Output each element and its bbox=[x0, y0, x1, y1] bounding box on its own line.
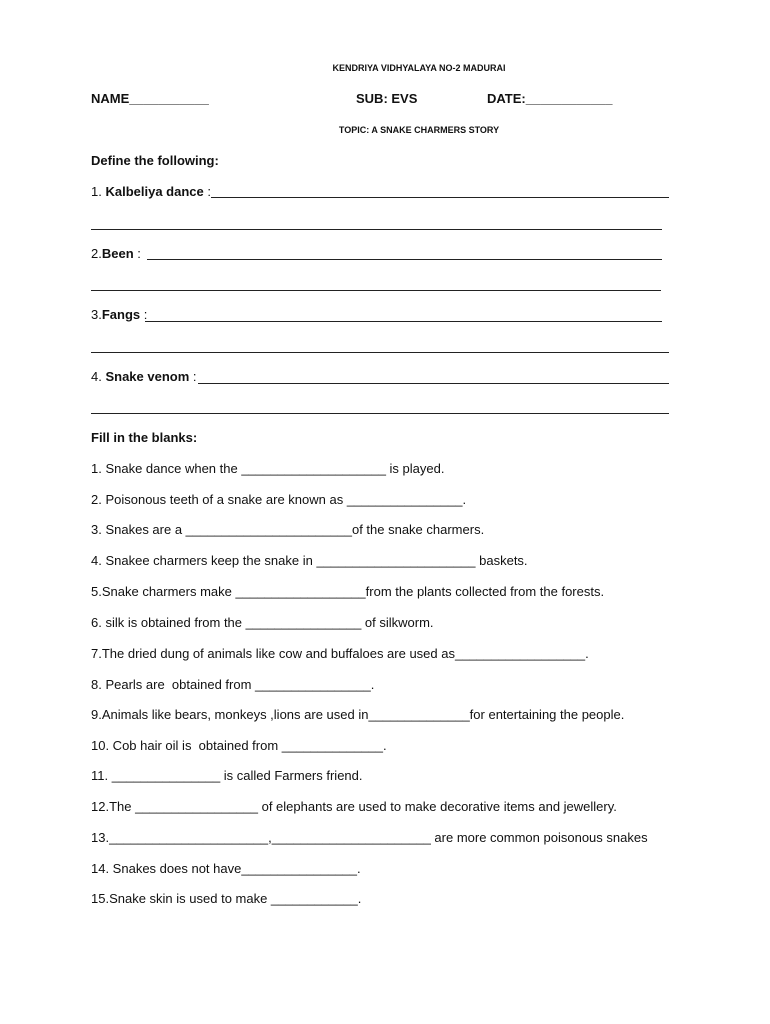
define-item bbox=[91, 307, 147, 323]
fill-item: 5.Snake charmers make __________________from the plants collected from the forests. bbox=[91, 584, 605, 599]
fill-item: 3. Snakes are a _______________________of the snake charmers. bbox=[91, 522, 485, 537]
fill-item: 2. Poisonous teeth of a snake are known as ________________. bbox=[91, 492, 467, 507]
fill-item: 10. Cob hair oil is obtained from ______________. bbox=[91, 738, 387, 753]
define-term: Fangs bbox=[101, 307, 141, 322]
topic-title: TOPIC: A SNAKE CHARMERS STORY bbox=[338, 125, 500, 135]
fill-item: 9.Animals like bears, monkeys ,lions are used in______________for entertaining the people. bbox=[91, 707, 625, 722]
define-item bbox=[91, 246, 141, 262]
name-field-label: NAME___________ bbox=[91, 91, 209, 106]
define-heading: Define the following: bbox=[91, 153, 219, 168]
define-separator: : bbox=[203, 184, 211, 199]
answer-line bbox=[198, 383, 669, 384]
fill-item: 15.Snake skin is used to make ____________. bbox=[91, 891, 362, 906]
define-term: Kalbeliya dance bbox=[105, 184, 204, 199]
answer-line bbox=[145, 321, 662, 322]
define-separator: : bbox=[140, 307, 148, 322]
define-item bbox=[91, 184, 211, 200]
define-item-number: 1. bbox=[91, 184, 106, 199]
fill-item: 6. silk is obtained from the ________________ of silkworm. bbox=[91, 615, 434, 630]
subject-label: SUB: EVS bbox=[356, 91, 418, 106]
answer-line bbox=[147, 259, 662, 260]
fill-item: 12.The _________________ of elephants are used to make decorative items and jewellery. bbox=[91, 799, 617, 814]
define-term: Been bbox=[101, 246, 134, 261]
answer-line bbox=[91, 413, 669, 414]
school-title: KENDRIYA VIDHYALAYA NO-2 MADURAI bbox=[332, 63, 506, 73]
define-item-number: 3. bbox=[91, 307, 102, 322]
fill-item: 11. _______________ is called Farmers friend. bbox=[91, 768, 363, 783]
answer-line bbox=[91, 352, 669, 353]
date-field-label: DATE:____________ bbox=[487, 91, 613, 106]
fill-item: 13.______________________,______________________ are more common poisonous snakes bbox=[91, 830, 648, 845]
fill-item: 7.The dried dung of animals like cow and buffaloes are used as__________________. bbox=[91, 646, 589, 661]
fill-item: 14. Snakes does not have________________. bbox=[91, 861, 361, 876]
define-item-number: 2. bbox=[91, 246, 102, 261]
fill-heading: Fill in the blanks: bbox=[91, 430, 198, 445]
define-separator: : bbox=[189, 369, 197, 384]
answer-line bbox=[91, 290, 661, 291]
define-term: Snake venom bbox=[105, 369, 190, 384]
fill-item: 8. Pearls are obtained from ________________. bbox=[91, 677, 375, 692]
fill-item: 4. Snakee charmers keep the snake in ______________________ baskets. bbox=[91, 553, 528, 568]
answer-line bbox=[91, 229, 662, 230]
answer-line bbox=[211, 197, 669, 198]
define-separator: : bbox=[133, 246, 141, 261]
define-item bbox=[91, 369, 197, 385]
define-item-number: 4. bbox=[91, 369, 106, 384]
fill-item: 1. Snake dance when the ____________________ is played. bbox=[91, 461, 445, 476]
